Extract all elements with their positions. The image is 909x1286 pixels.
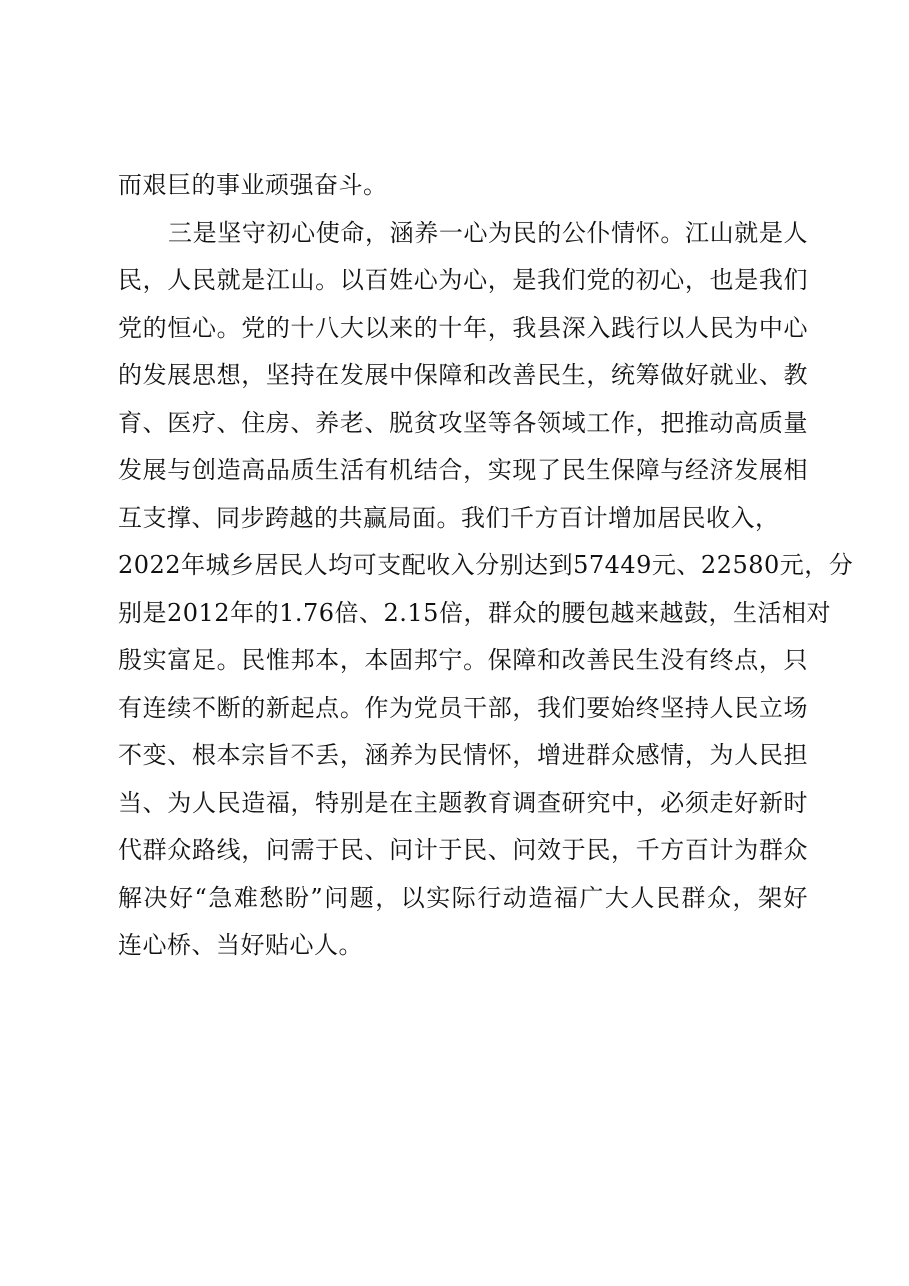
text-line: 解决好“急难愁盼”问题，以实际行动造福广大人民群众，架好 (118, 883, 808, 912)
text-line: 互支撑、同步跨越的共赢局面。我们千方百计增加居民收入， (118, 503, 780, 532)
text-line: 不变、根本宗旨不丢，涵养为民情怀，增进群众感情，为人民担 (118, 741, 808, 769)
text-line: 党的恒心。党的十八大以来的十年，我县深入践行以人民为中心 (118, 313, 808, 342)
text-line: 连心桥、当好贴心人。 (118, 931, 363, 959)
paragraph-first-line: 三是坚守初心使命，涵养一心为民的公仆情怀。江山就是人 (168, 218, 808, 247)
text-line: 别是2012年的1.76倍、2.15倍，群众的腰包越来越鼓，生活相对 (118, 598, 831, 627)
text-line: 发展与创造高品质生活有机结合，实现了民生保障与经济发展相 (118, 456, 808, 484)
text-line: 当、为人民造福，特别是在主题教育调查研究中，必须走好新时 (118, 788, 808, 817)
text-line: 的发展思想，坚持在发展中保障和改善民生，统筹做好就业、教 (118, 361, 808, 389)
text-line: 民，人民就是江山。以百姓心为心，是我们党的初心，也是我们 (118, 266, 808, 294)
text-line: 有连续不断的新起点。作为党员干部，我们要始终坚持人民立场 (118, 693, 808, 722)
text-line: 殷实富足。民惟邦本，本固邦宁。保障和改善民生没有终点，只 (118, 646, 808, 674)
text-line: 2022年城乡居民人均可支配收入分别达到57449元、22580元，分 (118, 551, 854, 579)
text-line: 代群众路线，问需于民、问计于民、问效于民，千方百计为群众 (118, 836, 808, 864)
text-line: 而艰巨的事业顽强奋斗。 (118, 171, 388, 199)
text-line: 育、医疗、住房、养老、脱贫攻坚等各领域工作，把推动高质量 (118, 408, 808, 437)
body-text (118, 162, 854, 970)
